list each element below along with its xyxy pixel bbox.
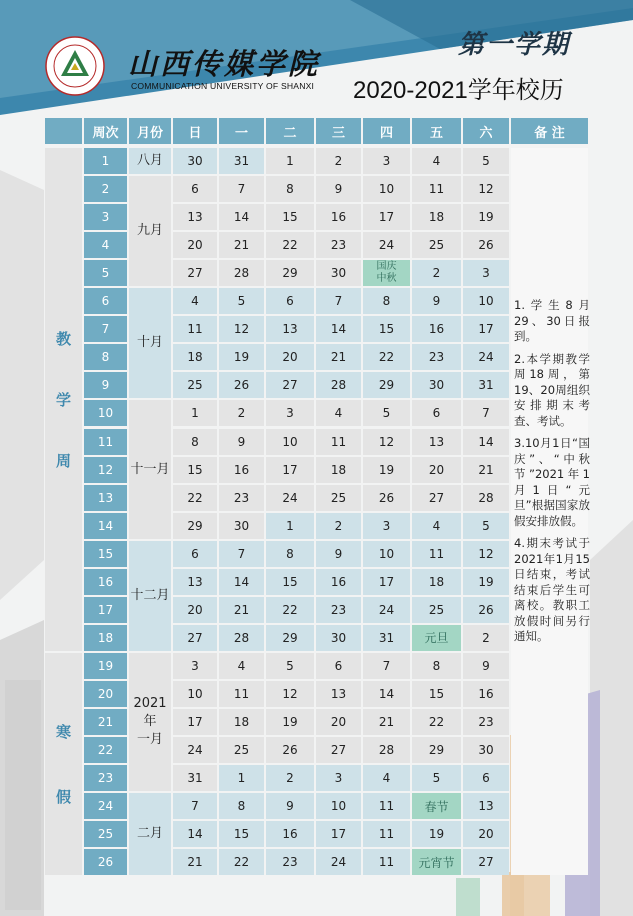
day-cell: 6 [316, 653, 361, 679]
week-number: 5 [84, 260, 127, 286]
day-cell: 30 [173, 148, 217, 174]
day-cell: 17 [316, 821, 361, 847]
day-cell: 17 [363, 569, 410, 595]
day-cell: 18 [412, 569, 461, 595]
day-cell: 21 [463, 457, 509, 483]
day-cell: 24 [173, 737, 217, 763]
day-cell: 9 [266, 793, 314, 819]
day-cell: 15 [266, 204, 314, 230]
day-cell: 11 [219, 681, 264, 707]
day-cell: 8 [173, 429, 217, 455]
day-cell: 5 [266, 653, 314, 679]
day-cell: 22 [266, 232, 314, 258]
day-cell: 20 [316, 709, 361, 735]
day-cell: 4 [219, 653, 264, 679]
day-cell: 1 [266, 148, 314, 174]
day-cell: 23 [219, 485, 264, 511]
day-cell: 20 [173, 232, 217, 258]
day-cell: 26 [463, 597, 509, 623]
day-cell: 22 [363, 344, 410, 370]
side-label-char: 寒 [55, 723, 71, 742]
day-cell: 21 [316, 344, 361, 370]
day-cell: 19 [463, 204, 509, 230]
day-cell: 19 [363, 457, 410, 483]
day-cell: 4 [363, 765, 410, 791]
day-cell: 7 [219, 541, 264, 567]
day-cell: 9 [412, 288, 461, 314]
day-cell: 8 [363, 288, 410, 314]
day-cell: 18 [173, 344, 217, 370]
day-cell: 30 [316, 625, 361, 651]
week-number: 9 [84, 372, 127, 398]
day-cell: 2 [219, 400, 264, 426]
week-number: 23 [84, 765, 127, 791]
day-cell: 21 [173, 849, 217, 875]
day-cell: 30 [412, 372, 461, 398]
day-cell: 27 [463, 849, 509, 875]
day-cell: 22 [266, 597, 314, 623]
day-cell: 14 [219, 204, 264, 230]
university-name-en: COMMUNICATION UNIVERSITY OF SHANXI [131, 81, 315, 91]
day-cell: 8 [266, 176, 314, 202]
week-number: 14 [84, 513, 127, 539]
day-cell: 1 [219, 765, 264, 791]
week-number: 22 [84, 737, 127, 763]
day-cell: 13 [266, 316, 314, 342]
month-label: 八月 [129, 148, 171, 174]
day-cell: 16 [316, 569, 361, 595]
day-cell: 9 [316, 541, 361, 567]
day-cell: 21 [219, 597, 264, 623]
day-cell: 23 [316, 232, 361, 258]
day-cell: 11 [363, 849, 410, 875]
day-cell: 2 [316, 148, 361, 174]
week-number: 13 [84, 485, 127, 511]
day-cell: 3 [463, 260, 509, 286]
day-cell: 21 [363, 709, 410, 735]
header-corner [45, 118, 82, 144]
day-cell: 24 [463, 344, 509, 370]
day-cell: 10 [363, 176, 410, 202]
day-cell: 22 [412, 709, 461, 735]
day-cell: 1 [173, 400, 217, 426]
day-cell: 29 [173, 513, 217, 539]
day-cell: 26 [463, 232, 509, 258]
day-cell: 24 [363, 597, 410, 623]
day-cell: 27 [173, 625, 217, 651]
day-cell: 4 [173, 288, 217, 314]
day-cell: 15 [219, 821, 264, 847]
notes-header: 备 注 [511, 118, 588, 144]
day-cell: 24 [363, 232, 410, 258]
day-cell: 4 [412, 148, 461, 174]
day-cell: 12 [219, 316, 264, 342]
day-cell: 9 [463, 653, 509, 679]
day-cell: 10 [316, 793, 361, 819]
day-cell: 7 [463, 400, 509, 426]
month-label: 二月 [129, 793, 171, 875]
month-label: 十月 [129, 288, 171, 398]
day-cell: 14 [316, 316, 361, 342]
day-cell: 25 [412, 232, 461, 258]
day-cell: 15 [266, 569, 314, 595]
day-cell: 8 [266, 541, 314, 567]
day-cell: 19 [219, 344, 264, 370]
week-number: 24 [84, 793, 127, 819]
day-cell: 20 [173, 597, 217, 623]
day-cell: 26 [266, 737, 314, 763]
note-item: 3.10月1日“国庆”、“中秋节”2021年1月1日“元旦”根据国家放假安排放假。 [514, 436, 590, 528]
day-cell: 31 [463, 372, 509, 398]
fri-header: 五 [412, 118, 461, 144]
side-label-char: 学 [55, 390, 71, 409]
day-cell: 10 [266, 429, 314, 455]
day-cell: 5 [463, 513, 509, 539]
day-cell: 4 [316, 400, 361, 426]
day-cell: 23 [316, 597, 361, 623]
day-cell: 11 [173, 316, 217, 342]
day-cell: 5 [463, 148, 509, 174]
day-cell: 7 [219, 176, 264, 202]
week-number: 16 [84, 569, 127, 595]
holiday-cell: 春节 [412, 793, 461, 819]
day-cell: 16 [463, 681, 509, 707]
day-cell: 16 [316, 204, 361, 230]
day-cell: 13 [412, 429, 461, 455]
week-number: 17 [84, 597, 127, 623]
day-cell: 29 [412, 737, 461, 763]
day-cell: 27 [316, 737, 361, 763]
day-cell: 16 [266, 821, 314, 847]
day-cell: 15 [363, 316, 410, 342]
day-cell: 10 [463, 288, 509, 314]
day-cell: 28 [363, 737, 410, 763]
university-logo [45, 36, 105, 96]
week-number: 2 [84, 176, 127, 202]
week-number: 4 [84, 232, 127, 258]
week-number: 8 [84, 344, 127, 370]
day-cell: 25 [412, 597, 461, 623]
week-number: 10 [84, 400, 127, 426]
day-cell: 15 [173, 457, 217, 483]
day-cell: 20 [463, 821, 509, 847]
day-cell: 6 [463, 765, 509, 791]
day-cell: 22 [219, 849, 264, 875]
day-cell: 29 [363, 372, 410, 398]
week-number: 25 [84, 821, 127, 847]
day-cell: 7 [363, 653, 410, 679]
side-label-char: 教 [55, 329, 71, 348]
semester-label: 第一学期 [458, 30, 571, 60]
month-label: 十二月 [129, 541, 171, 651]
day-cell: 3 [316, 765, 361, 791]
day-cell: 17 [363, 204, 410, 230]
day-cell: 11 [363, 821, 410, 847]
week-number: 7 [84, 316, 127, 342]
day-cell: 25 [219, 737, 264, 763]
day-cell: 12 [463, 176, 509, 202]
day-cell: 17 [173, 709, 217, 735]
day-cell: 6 [266, 288, 314, 314]
day-cell: 6 [173, 541, 217, 567]
day-cell: 26 [219, 372, 264, 398]
day-cell: 16 [219, 457, 264, 483]
week-number: 15 [84, 541, 127, 567]
day-cell: 13 [316, 681, 361, 707]
note-item: 2.本学期教学周18周，第19、20周组织安排期末考查、考试。 [514, 351, 590, 428]
thu-header: 四 [363, 118, 410, 144]
day-cell: 2 [463, 625, 509, 651]
note-item: 4.期末考试于2021年1月15日结束，考试结束后学生可离校。教职工放假时间另行通知。 [514, 536, 590, 643]
day-cell: 27 [266, 372, 314, 398]
day-cell: 3 [363, 513, 410, 539]
day-cell: 19 [463, 569, 509, 595]
day-cell: 17 [266, 457, 314, 483]
day-cell: 3 [363, 148, 410, 174]
day-cell: 7 [316, 288, 361, 314]
day-cell: 13 [463, 793, 509, 819]
side-label-teaching [45, 148, 82, 651]
day-cell: 19 [266, 709, 314, 735]
day-cell: 20 [412, 457, 461, 483]
day-cell: 14 [363, 681, 410, 707]
day-cell: 2 [316, 513, 361, 539]
note-item: 1.学生8月29、30日报到。 [514, 298, 590, 343]
day-cell: 25 [316, 485, 361, 511]
holiday-cell: 元旦 [412, 625, 461, 651]
week-number: 6 [84, 288, 127, 314]
day-cell: 14 [173, 821, 217, 847]
day-cell: 15 [412, 681, 461, 707]
day-cell: 28 [316, 372, 361, 398]
week-number: 1 [84, 148, 127, 174]
day-cell: 18 [412, 204, 461, 230]
day-cell: 23 [463, 709, 509, 735]
day-cell: 31 [173, 765, 217, 791]
notes-list [514, 298, 590, 652]
day-cell: 28 [219, 625, 264, 651]
day-cell: 7 [173, 793, 217, 819]
day-cell: 24 [316, 849, 361, 875]
university-name-cn: 山西传媒学院 [128, 47, 321, 81]
day-cell: 24 [266, 485, 314, 511]
sat-header: 六 [463, 118, 509, 144]
day-cell: 10 [173, 681, 217, 707]
day-cell: 5 [363, 400, 410, 426]
day-cell: 29 [266, 260, 314, 286]
day-cell: 12 [363, 429, 410, 455]
month-label: 2021年 一月 [129, 653, 171, 791]
day-cell: 4 [412, 513, 461, 539]
day-cell: 28 [219, 260, 264, 286]
day-cell: 14 [219, 569, 264, 595]
day-cell: 30 [463, 737, 509, 763]
day-cell: 14 [463, 429, 509, 455]
day-cell: 1 [266, 513, 314, 539]
day-cell: 13 [173, 204, 217, 230]
day-cell: 29 [266, 625, 314, 651]
day-cell: 31 [219, 148, 264, 174]
holiday-cell: 元宵节 [412, 849, 461, 875]
day-cell: 27 [173, 260, 217, 286]
sun-header: 日 [173, 118, 217, 144]
day-cell: 19 [412, 821, 461, 847]
day-cell: 2 [266, 765, 314, 791]
wed-header: 三 [316, 118, 361, 144]
day-cell: 25 [173, 372, 217, 398]
day-cell: 27 [412, 485, 461, 511]
day-cell: 26 [363, 485, 410, 511]
week-number: 26 [84, 849, 127, 875]
side-label-winter [45, 653, 82, 875]
month-header: 月份 [129, 118, 171, 144]
day-cell: 20 [266, 344, 314, 370]
day-cell: 12 [463, 541, 509, 567]
day-cell: 8 [219, 793, 264, 819]
day-cell: 5 [219, 288, 264, 314]
day-cell: 11 [412, 541, 461, 567]
day-cell: 9 [219, 429, 264, 455]
side-label-char: 假 [55, 788, 71, 807]
day-cell: 3 [266, 400, 314, 426]
day-cell: 30 [219, 513, 264, 539]
tue-header: 二 [266, 118, 314, 144]
day-cell: 2 [412, 260, 461, 286]
calendar-table [44, 117, 589, 872]
day-cell: 17 [463, 316, 509, 342]
holiday-cell: 国庆 中秋 [363, 260, 410, 286]
side-label-char: 周 [55, 451, 71, 470]
day-cell: 30 [316, 260, 361, 286]
day-cell: 31 [363, 625, 410, 651]
month-label: 十一月 [129, 400, 171, 538]
day-cell: 9 [316, 176, 361, 202]
day-cell: 18 [316, 457, 361, 483]
day-cell: 16 [412, 316, 461, 342]
day-cell: 18 [219, 709, 264, 735]
day-cell: 23 [412, 344, 461, 370]
day-cell: 6 [412, 400, 461, 426]
day-cell: 21 [219, 232, 264, 258]
week-number: 11 [84, 429, 127, 455]
mon-header: 一 [219, 118, 264, 144]
day-cell: 11 [316, 429, 361, 455]
day-cell: 3 [173, 653, 217, 679]
day-cell: 13 [173, 569, 217, 595]
week-number: 19 [84, 653, 127, 679]
day-cell: 22 [173, 485, 217, 511]
week-number: 20 [84, 681, 127, 707]
month-label: 九月 [129, 176, 171, 286]
day-cell: 5 [412, 765, 461, 791]
week-header: 周次 [84, 118, 127, 144]
week-number: 12 [84, 457, 127, 483]
week-number: 3 [84, 204, 127, 230]
day-cell: 11 [363, 793, 410, 819]
day-cell: 12 [266, 681, 314, 707]
day-cell: 23 [266, 849, 314, 875]
notes-column [511, 148, 588, 875]
day-cell: 11 [412, 176, 461, 202]
day-cell: 10 [363, 541, 410, 567]
day-cell: 6 [173, 176, 217, 202]
day-cell: 8 [412, 653, 461, 679]
week-number: 18 [84, 625, 127, 651]
week-number: 21 [84, 709, 127, 735]
day-cell: 28 [463, 485, 509, 511]
calendar-title: 2020-2021学年校历 [353, 77, 564, 104]
